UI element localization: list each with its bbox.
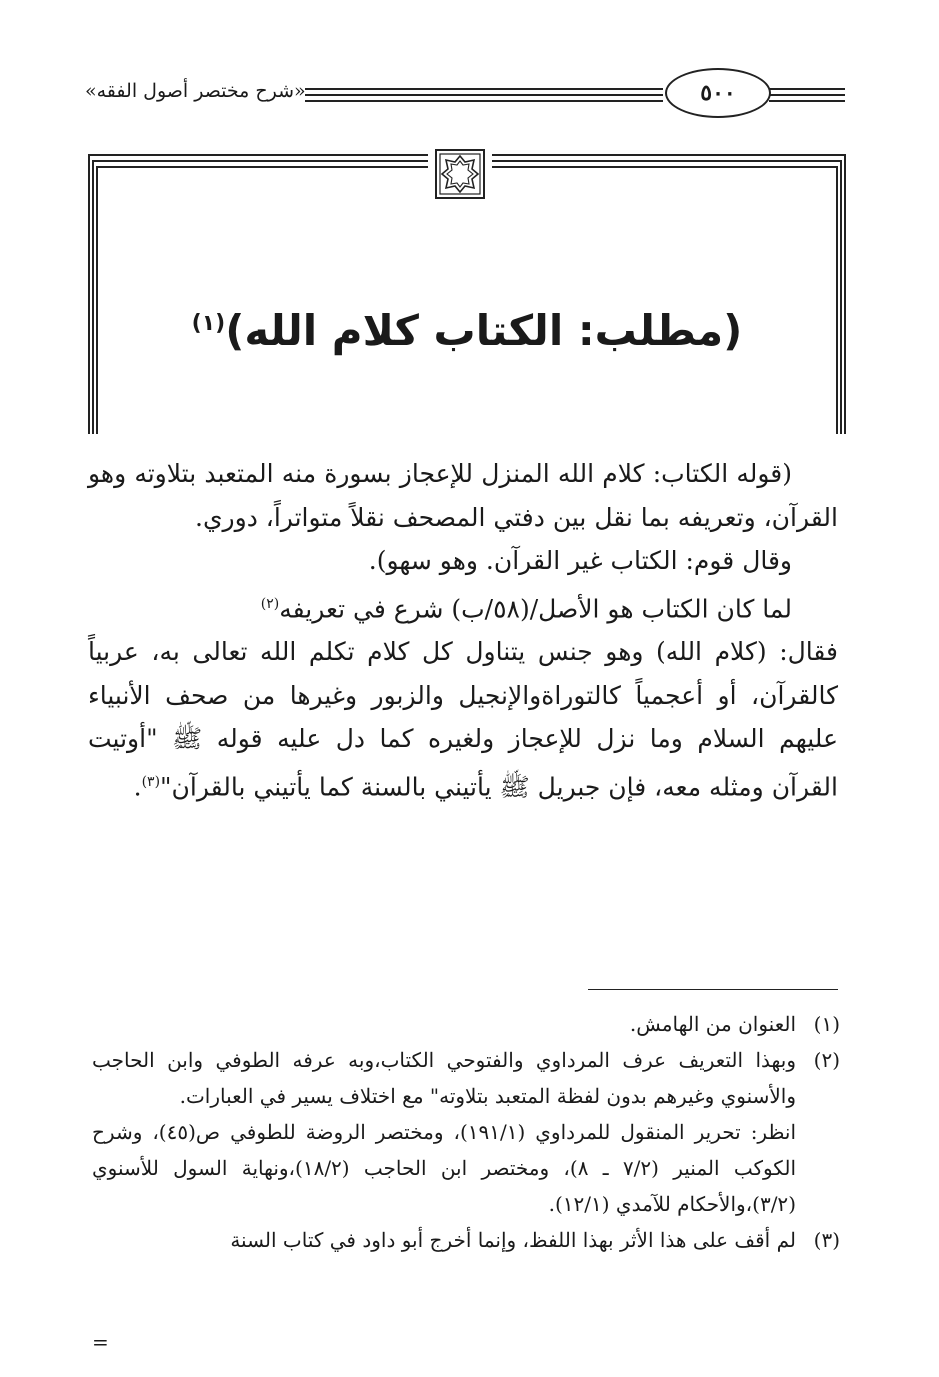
page-number: ٥٠٠ [665,68,771,118]
frame-line [492,154,846,156]
footnote-separator [588,989,838,990]
header-rule-left-3 [305,100,663,102]
frame-line [492,160,842,162]
paragraph-4-text: فقال: (كلام الله) وهو جنس يتناول كل كلام تكلم الله تعالى به، عربياً كالقرآن، أو أعجمياً كالتوراةوالإنجيل والزبور وغيرها من صحف الأنبياء عليهم السلام وما نزل للإعجاز ولغيره كما دل عليه قوله ﷺ "أوتيت القرآن ومثله معه، فإن جبريل ﷺ يأتيني بالسنة كما يأتيني بالقرآن" [88,637,838,802]
frame-line [836,166,838,434]
footnote-text: العنوان من الهامش. [629,1012,796,1036]
frame-line [88,154,90,434]
star-ornament-icon [434,148,486,200]
frame-line [844,154,846,434]
footnote-3 [92,1222,840,1258]
section-title [88,306,846,355]
footnotes [92,1006,840,1258]
frame-line [92,160,94,434]
body-text [88,452,838,809]
frame-line [92,160,428,162]
running-header [85,64,845,124]
header-rule-left-2 [305,94,663,96]
footnote-text: وبهذا التعريف عرف المرداوي والفتوحي الكتاب،وبه عرفه الطوفي وابن الحاجب والأسنوي وغيرهم بدون لفظة المتعبد بتلاوته" مع اختلاف يسير في العبارات. [92,1048,796,1108]
paragraph-4-end: . [133,772,142,802]
footnote-2 [92,1042,840,1222]
title-frame [88,148,846,434]
footnote-text: انظر: تحرير المنقول للمرداوي (١٩١/١)، ومختصر الروضة للطوفي ص(٤٥)، وشرح الكوكب المنير (٧/٢ ـ ٨)، ومختصر ابن الحاجب (١٨/٢)،ونهاية السول للأسنوي (٣/٢)،والأحكام للآمدي (١٢/١). [92,1120,797,1216]
paragraph-4 [88,630,838,808]
book-title: «شرح مختصر أصول الفقه» [85,80,306,102]
section-title-text: (مطلب: الكتاب كلام الله) [225,306,743,355]
footnote-ref-1: (١) [191,311,226,336]
paragraph-1: (قوله الكتاب: كلام الله المنزل للإعجاز بسورة منه المتعبد بتلاوته وهو القرآن، وتعريفه بما نقل بين دفتي المصحف نقلاً متواتراً، دوري. [88,459,838,532]
frame-line [88,154,428,156]
frame-line [492,166,838,168]
footnote-ref-2: (٢) [260,595,280,612]
paragraph-3-text: لما كان الكتاب هو الأصل/(٥٨/ب) شرع في تعريفه [279,593,792,623]
frame-line [840,160,842,434]
header-rule-right-3 [769,100,845,102]
frame-line [96,166,428,168]
footnote-number: (٢) [813,1048,840,1072]
footnote-1 [92,1006,840,1042]
header-rule-left [305,88,663,90]
paragraph-2: وقال قوم: الكتاب غير القرآن. وهو سهو). [368,546,792,575]
footnote-text: لم أقف على هذا الأثر بهذا اللفظ، وإنما أخرج أبو داود في كتاب السنة [230,1228,796,1252]
header-rule-right [769,88,845,90]
footnote-number: (١) [813,1012,840,1036]
footnote-ref-3: (٣) [141,773,161,790]
header-rule-right-2 [769,94,845,96]
frame-line [96,166,98,434]
continuation-mark: = [92,1330,109,1354]
footnote-number: (٣) [813,1228,840,1252]
paragraph-3 [88,583,838,631]
